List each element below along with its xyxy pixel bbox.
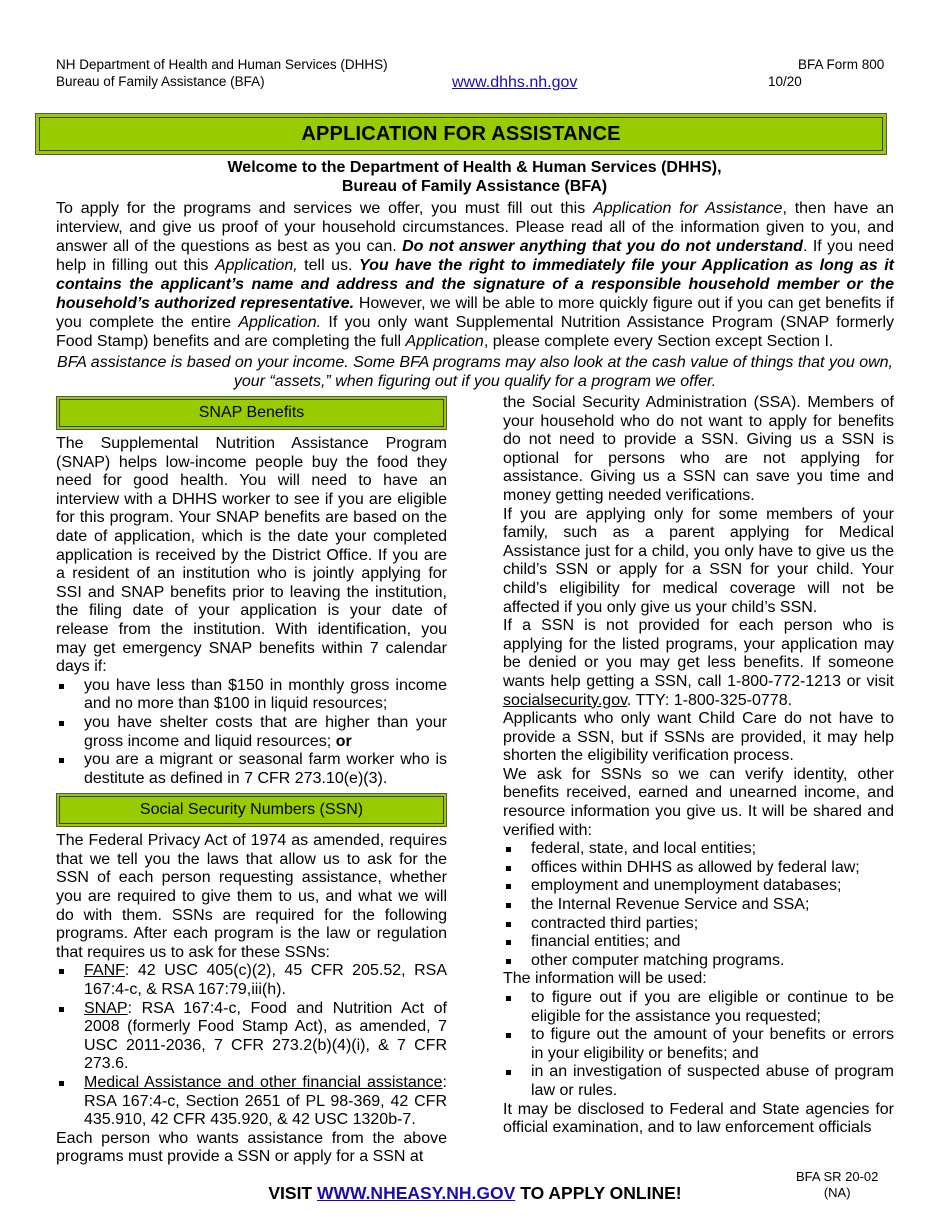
list-item: other computer matching programs.: [503, 952, 894, 971]
list-item: you have less than $150 in monthly gross income and no more than $100 in liquid resources;: [56, 677, 447, 714]
list-item: employment and unemployment databases;: [503, 877, 894, 896]
snap-emergency-list: [56, 677, 447, 789]
assets-note: BFA assistance is based on your income. Some BFA programs may also look at the cash value of things that you own, your “assets,” when figuring out if you qualify for a program we offer.: [57, 354, 893, 390]
list-item-text: you have shelter costs that are higher than your gross income and liquid resources;: [84, 713, 447, 750]
socialsecurity-link[interactable]: socialsecurity.gov: [503, 691, 627, 709]
intro-italic: Application,: [214, 257, 298, 274]
program-label: Medical Assistance and other financial assistance: [84, 1074, 443, 1091]
welcome-line-1: Welcome to the Department of Health & Human Services (DHHS),: [227, 159, 722, 176]
program-law: : 42 USC 405(c)(2), 45 CFR 205.52, RSA 167:4-c, & RSA 167:79,iii(h).: [84, 962, 447, 999]
intro-text: To apply for the programs and services we offer, you must fill out this: [56, 200, 594, 217]
family-paragraph: If you are applying only for some members of your family, such as a parent applying for Medical Assistance just for a child, you only have to give us the child’s SSN or apply for a SSN for your child. Your child’s eligibility for medical coverage will not be affected if you only give us your child’s SSN.: [503, 505, 894, 616]
list-item: to figure out if you are eligible or continue to be eligible for the assistance you requested;: [503, 989, 894, 1026]
program-law: : RSA 167:4-c, Section 2651 of PL 98-369, 42 CFR 435.910, 42 CFR 435.920, & 42 USC 1320b-7.: [84, 1074, 447, 1129]
intro-text: , then have an interview, and give us proof of your household circumstances. Please read all of the information given to you, and answer all of the questions as best as you can.: [56, 200, 894, 255]
program-label: SNAP: [84, 999, 128, 1017]
snap-benefits-heading: SNAP Benefits: [56, 396, 447, 430]
header-bureau: Bureau of Family Assistance (BFA): [56, 74, 265, 89]
nheasy-link[interactable]: WWW.NHEASY.NH.GOV: [316, 1183, 516, 1203]
snap-paragraph: The Supplemental Nutrition Assistance Program (SNAP) helps low-income people buy the food they need for good health. You will need to have an interview with a DHHS worker to see if you are eligible for this program. Your SNAP benefits are based on the date of application, which is the date your completed application is received by the District Office. If you are a resident of an institution who is jointly applying for SSI and SNAP benefits prior to leaving the institution, the filing date of your application is your date of release from the institution. With identification, you may get emergency SNAP benefits within 7 calendar days if:: [56, 435, 447, 676]
footer-code-2: (NA): [823, 1185, 851, 1200]
page-title-bar: [35, 113, 887, 155]
footer-visit-text: VISIT: [268, 1183, 317, 1203]
footer-apply-text: TO APPLY ONLINE!: [515, 1183, 682, 1203]
paragraph-text: If a SSN is not provided for each person who is applying for the listed programs, your application may be denied or you may get less benefits. If someone wants help getting a SSN, call 1-800-772-1213 or visit: [503, 617, 894, 690]
welcome-line-2: Bureau of Family Assistance (BFA): [341, 178, 608, 195]
header-form-number: BFA Form 800: [798, 57, 885, 72]
ssn-program-list: [56, 962, 447, 1129]
intro-italic: Application.: [238, 314, 322, 331]
program-label: FANF: [84, 962, 125, 980]
header-form-date: 10/20: [768, 74, 802, 89]
ssn-paragraph-2: Each person who wants assistance from the above programs must provide a SSN or apply for a SSN at: [56, 1129, 447, 1166]
verify-list: [503, 840, 894, 970]
ssa-paragraph: the Social Security Administration (SSA). Members of your household who do not want to apply for benefits do not need to provide a SSN. Giving us a SSN is optional for persons who are not applying for assistance. Giving us a SSN can save you time and money getting needed verifications.: [503, 394, 894, 504]
left-column: [56, 396, 447, 1167]
list-item: you are a migrant or seasonal farm worker who is destitute as defined in 7 CFR 273.10(e)(3).: [56, 751, 447, 788]
welcome-heading: [56, 158, 893, 196]
ssn-paragraph: The Federal Privacy Act of 1974 as amended, requires that we tell you the laws that allow us to ask for the SSN of each person requesting assistance, whether you are required to give them to us, and what we will do with them. SSNs are required for the following programs. After each program is the law or regulation that requires us to ask for these SSNs:: [56, 832, 447, 961]
intro-italic: Application for Assistance: [593, 200, 783, 217]
list-item: to figure out the amount of your benefits or errors in your eligibility or benefits; and: [503, 1026, 894, 1063]
program-law: : RSA 167:4-c, Food and Nutrition Act of 2008 (formerly Food Stamp Act), as amended, 7 USC 2011-2036, 7 CFR 273.2(b)(4)(i), & 7 CFR 273.6.: [84, 999, 447, 1073]
list-item: [56, 962, 447, 999]
list-item: financial entities; and: [503, 933, 894, 952]
list-item: offices within DHHS as allowed by federal law;: [503, 859, 894, 878]
child-care-paragraph: Applicants who only want Child Care do not have to provide a SSN, but if SSNs are provided, it may help shorten the eligibility verification process.: [503, 710, 894, 765]
intro-emphasis: You have the right to immediately file your Application as long as it contains the applicant’s name and address and the signature of a responsible household member or the household’s authorized representative.: [56, 257, 894, 312]
list-item: [56, 714, 447, 751]
ssn-heading: Social Security Numbers (SSN): [56, 793, 447, 827]
intro-emphasis: Do not answer anything that you do not understand: [402, 238, 803, 255]
intro-text: tell us.: [297, 257, 360, 274]
right-column: [503, 394, 894, 1138]
apply-online-banner: [0, 1183, 950, 1204]
intro-text: However, we will be able to more quickly figure out if you can get benefits if you complete the entire: [56, 295, 894, 331]
footer-code-1: BFA SR 20-02: [796, 1169, 879, 1184]
disclosure-paragraph: It may be disclosed to Federal and State agencies for official examination, and to law enforcement officials: [503, 1100, 894, 1137]
verify-paragraph: We ask for SSNs so we can verify identity, other benefits received, earned and unearned income, and resource information you give us. It will be shared and verified with:: [503, 765, 894, 839]
list-item: contracted third parties;: [503, 915, 894, 934]
list-item: [56, 1074, 447, 1130]
list-item: the Internal Revenue Service and SSA;: [503, 896, 894, 915]
intro-text: . If you need help in filling out this: [56, 238, 894, 274]
usage-heading: The information will be used:: [503, 970, 707, 988]
header-form-info: [768, 56, 885, 90]
list-item: in an investigation of suspected abuse of program law or rules.: [503, 1063, 894, 1100]
header-dept: NH Department of Health and Human Services (DHHS): [56, 57, 388, 72]
paragraph-text: . TTY: 1-800-325-0778.: [626, 691, 793, 709]
list-item-or: or: [335, 732, 352, 750]
intro-text: If you only want Supplemental Nutrition Assistance Program (SNAP formerly Food Stamp) benefits and are completing the full: [56, 314, 894, 350]
intro-paragraph: [56, 199, 894, 351]
header-agency: [56, 56, 388, 90]
usage-list: [503, 989, 894, 1101]
header-url-link[interactable]: www.dhhs.nh.gov: [452, 74, 578, 91]
list-item: [56, 1000, 447, 1074]
list-item: federal, state, and local entities;: [503, 840, 894, 859]
intro-italic: Application: [405, 333, 484, 350]
ssn-missing-paragraph: [503, 617, 894, 710]
page-title: APPLICATION FOR ASSISTANCE: [301, 122, 621, 145]
intro-text: , please complete every Section except Section I.: [483, 333, 834, 350]
